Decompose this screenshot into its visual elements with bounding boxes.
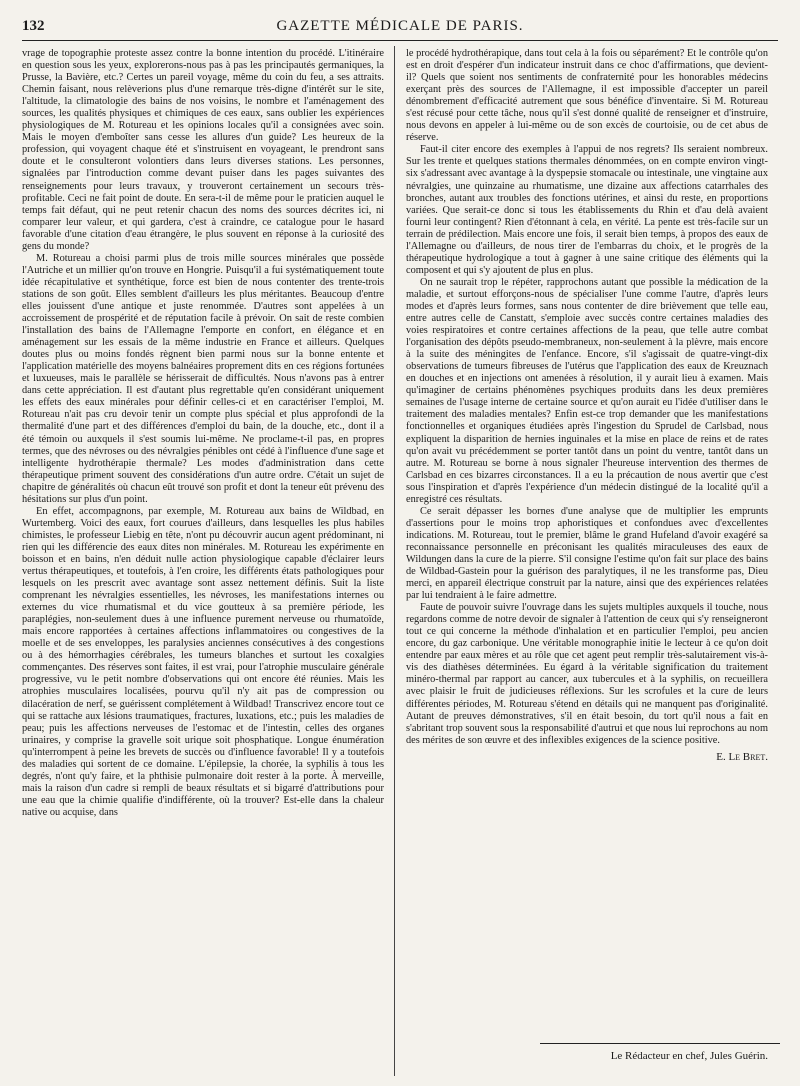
right-column xyxy=(406,48,768,758)
paragraph: En effet, accompagnons, par exemple, M. Rotureau aux bains de Wildbad, en Wurtemberg. Voici des eaux, fort courues d'ailleurs, dans lesquelles les plus habiles chimistes, le professeur Liebig en tête, n'ont pu découvrir aucun agent prédominant, ni rien qui les différencie des eaux dites non minérales. M. Rotureau les expérimente en boisson et en bains, n'en déduit nulle action physiologique capable d'éclairer leurs vertus thérapeutiques, et toutefois, à l'en croire, les différents états pathologiques pour lesquels on les prescrit avec avantage sont assez nettement définis. Suit la liste comprenant les névralgies essentielles, les névroses, les manifestations internes ou externes du vice rhumatismal et du vice goutteux à sa première période, les paraplégies, non-seulement dues à une influence purement nerveuse ou rhumatoïde, mais encore rapportées à certaines affections inflammatoires ou congestives de la moelle et de ses enveloppes, les paralysies anciennes consécutives à des congestions ou à des hémorrhagies cérébrales, les tumeurs blanches et surtout les coxalgies commençantes. Des réserves sont faites, il est vrai, pour l'atrophie musculaire générale progressive, vu le petit nombre d'observations qui ont encore été réunies. Mais les atrophies musculaires localisées, pourvu qu'il n'y ait pas de compression ou dilacération de nerf, se guérissent complétement à Wildbad! Transcrivez encore tout ce qui se rattache aux lésions traumatiques, fractures, luxations, etc.; puis les maladies de peau; puis les affections nerveuses de l'estomac et de l'intestin, celles des organes urinaires, y comprise la gravelle soit urique soit phosphatique. Longue énumération qu'interrompent à peine les brevets de succès ou d'influence favorable! Il y a toutefois des maladies qui sortent de ce domaine. L'épilepsie, la chorée, la syphilis à tous les degrés, n'ont qu'y faire, et la phthisie pulmonaire doit rester à la porte. À merveille, mais la raison d'un cadre si rempli de beaux résultats et si bigarré d'attributions pour une eau que la chimie qualifie d'indifférente, où la trouver? Est-elle dans la chaleur native ou acquise, dans xyxy=(22,505,384,818)
paragraph: On ne saurait trop le répéter, rapprochons autant que possible la médication de la maladie, et surtout efforçons-nous de spécialiser l'une comme l'autre, d'après leurs modes et d'après leurs formes, sans nous contenter de dire brièvement que telle eau, entre autres celle de Canstatt, s'emploie avec succès contre certaines maladies des voies respiratoires et contre certaines affections de la peau, que telle autre combat l'organisation des dépôts pseudo-membraneux, non-seulement à la plèvre, mais encore à la suite des méningites de l'enfance. Encore, s'il s'agissait de quatre-vingt-dix observations de tumeurs fibreuses de l'utérus que l'application des eaux de Kreuznach en douches et en injections ont amenées à résolution, il y aurait lieu à examen. Mais qu'imaginer de certains phénomènes psychiques produits dans les deux premières semaines de l'usage interne de certaine source et qu'on aurait eu l'idée d'utiliser dans le traitement des maladies mentales? Enfin est-ce trop demander que les manifestations fonctionnelles et organiques étudiées après l'ingestion du Sprudel de Carlsbad, nous expliquent la disparition de hernies inguinales et la mise en place de reins et de rates qu'on avait vu précédemment se porter tantôt dans un point du ventre, tantôt dans un autre. M. Rotureau se borne à nous signaler l'heureuse intervention des thermes de Carlsbad en ces bizarres circonstances. Il a eu la précaution de nous avertir que c'est sous l'inspiration et d'après l'expérience d'un médecin distingué de la localité qu'il a enregistré ces résultats. xyxy=(406,276,768,505)
author-signature: E. Le Bret. xyxy=(716,751,768,763)
header-rule xyxy=(22,40,778,41)
left-column xyxy=(22,48,384,1078)
column-divider xyxy=(394,46,395,1076)
paragraph: Faute de pouvoir suivre l'ouvrage dans les sujets multiples auxquels il touche, nous regardons comme de notre devoir de signaler à l'attention de ceux qui s'y renseigneront tout ce qui concerne la méthode d'inhalation et en particulier l'emploi, peu ancien encore, du gaz carbonique. Une véritable monographie initie le lecteur à ce qu'on doit entendre par eaux mères et au rôle que cet agent peut remplir très-salutairement vis-à-vis des diathèses déterminées. Eu égard à la véritable signification du traitement minéro-thermal par rapport au cancer, aux tubercules et à la syphilis, on recueillera avec plaisir le fruit de judicieuses réflexions. Sur les scrofules et la cure de leurs différentes périodes, M. Rotureau s'étend en détails qui ne manquent pas d'originalité. Autant de preuves démonstratives, s'il en était besoin, du tort qu'il nous a fait en s'abritant trop souvent sous la responsabilité d'autrui et que nous lui reprochons au nom des mérites de son œuvre et des inflexibles exigences de la science positive. xyxy=(406,602,768,746)
page-number: 132 xyxy=(22,18,45,34)
paragraph: M. Rotureau a choisi parmi plus de trois mille sources minérales que possède l'Autriche et un millier qu'on trouve en Hongrie. Puisqu'il a fui systématiquement toute idée récapitulative et synthétique, force est bien de nous contenter des trente-trois stations de son goût. Elles semblent d'ailleurs les plus méritantes. Beaucoup d'entre elles jouissent d'une antique et juste renommée. D'autres sont appelées à un accroissement de prospérité et de réputation facile à prévoir. On sait de reste combien l'installation des bains de l'Allemagne l'emporte en confort, en élégance et en aménagement sur les essais de la même industrie en France et ailleurs. Quelques doutes plus ou moins fondés règnent bien parmi nous sur la bonne entente et l'application matérielle des moyens balnéaires proprement dits en ces régions fortunées et luxueuses, mais le parallèle se hérisserait de difficultés. Nous n'avons pas à entrer dans cette appréciation. Il est d'autant plus regrettable qu'en considérant uniquement les effets des eaux minérales pour définir celles-ci et en caractériser l'emploi, M. Rotureau n'ait pas cru devoir tenir un compte plus spécial et plus approfondi de la thermalité d'une part et des différences d'emploi du bain, de la douche, etc., dont il a été témoin ou auxquels il s'est soumis lui-même. Ne proclame-t-il pas, en propres termes, que des névroses ou des névralgies pénibles ont cédé à l'influence d'une sage et intelligente hydrothérapie thermale? Les modes d'administration dans cette thérapeutique priment souvent des considérations d'un autre ordre. C'était un sujet de chapitre de généralités où chacun eût trouvé son profit et dont la teneur eût prévenu des hésitations sur plus d'un point. xyxy=(22,252,384,505)
editor-line: Le Rédacteur en chef, Jules Guérin. xyxy=(610,1050,768,1062)
paragraph: Ce serait dépasser les bornes d'une analyse que de multiplier les emprunts d'assertions pour le moins trop aphoristiques et confondues avec d'excellentes indications. M. Rotureau, tout le premier, blâme le grand Hufeland d'avoir exagéré sa reconnaissance personnelle en préconisant les qualités miraculeuses des eaux de Wildungen dans la cure de la pierre. S'il consigne l'estime qu'on fait sur place des bains de Wildbad-Gastein pour la guérison des paralytiques, il ne les transforme pas, Dieu merci, en appareil électrique construit par la nature, ainsi que des expériences relatées par lui tendraient à le faire admettre. xyxy=(406,505,768,602)
paragraph: le procédé hydrothérapique, dans tout cela à la fois ou séparément? Et le contrôle qu'on est en droit d'espérer d'un indicateur instruit dans ce choc d'affirmations, que devient-il? Quels que soient nos sentiments de confraternité pour les honorables médecins exerçant près des sources de l'Allemagne, il est impossible d'accepter un pareil dénombrement d'efficacité autrement que sous bénéfice d'inventaire. Si M. Rotureau s'est récusé pour cette tâche, nous qu'il s'est donné qualité de renseigner et d'instruire, nous devons en appeler à lui-même ou de son excès de courtoisie, ou de cet abus de réserve. xyxy=(406,48,768,144)
journal-title: GAZETTE MÉDICALE DE PARIS. xyxy=(276,18,524,34)
paragraph: vrage de topographie proteste assez contre la bonne intention du procédé. L'itinéraire en question sous les yeux, explorerons-nous pas à pas les principautés germaniques, la Prusse, la Bavière, etc.? Certes un pareil voyage, même du coin du feu, a ses attraits. Chemin faisant, nous relèverions plus d'une remarque très-digne d'intérêt sur le site, l'altitude, la climatologie des bains de nos voisins, le nombre et l'aménagement des sources, les qualités physiques et chimiques de ces eaux, sans oublier les expériences physiologiques de M. Rotureau et les opinions locales qu'il a consignées avec soin. Mais le moyen d'emboîter sans cesse les allures d'un guide? Les heureux de la profession, qui voyagent chaque été et s'instruisent en voyageant, le prendront sans doute et le consulteront volontiers dans leurs diverses stations. Les personnes, signalées par l'introduction comme devant puiser dans les pages suivantes des renseignements pour leurs travaux, y trouveront certainement un secours très-profitable. Ceci ne fait point de doute. En sera-t-il de même pour le praticien auquel le temps fait défaut, qui ne peut retenir chacun des noms des sources décrites ici, ni comparer leur valeur, et qui gardera, c'est à craindre, ce catalogue pour le hasard favorable d'une citation d'eau étrangère, le plus souvent en réponse à la curiosité des gens du monde? xyxy=(22,48,384,252)
editor-rule xyxy=(540,1043,780,1044)
paragraph: Faut-il citer encore des exemples à l'appui de nos regrets? Ils seraient nombreux. Sur les trente et quelques stations thermales dénommées, on en compte environ vingt-six s'adressant avec avantage à la dyspepsie stomacale ou intestinale, une vingtaine aux névralgies, une quinzaine au rhumatisme, une dizaine aux affections catarrhales des bronches, autant aux troubles des fonctions utérines, et ainsi du reste, en proportions variées. Que serait-ce donc si tous les établissements du Rhin et d'au delà avaient fourni leur contingent? Rien d'étonnant à cela, en vérité. La pente est très-facile sur un terrain de prédilection. Mais encore une fois, il serait bien temps, à propos des eaux de l'Allemagne ou d'ailleurs, de nous tirer de l'embarras du choix, et le progrès de la thérapeutique hydrologique a tout à gagner à une saine critique des éléments qui la composent et qui s'y ajoutent de plus en plus. xyxy=(406,144,768,276)
page-header xyxy=(22,16,778,40)
